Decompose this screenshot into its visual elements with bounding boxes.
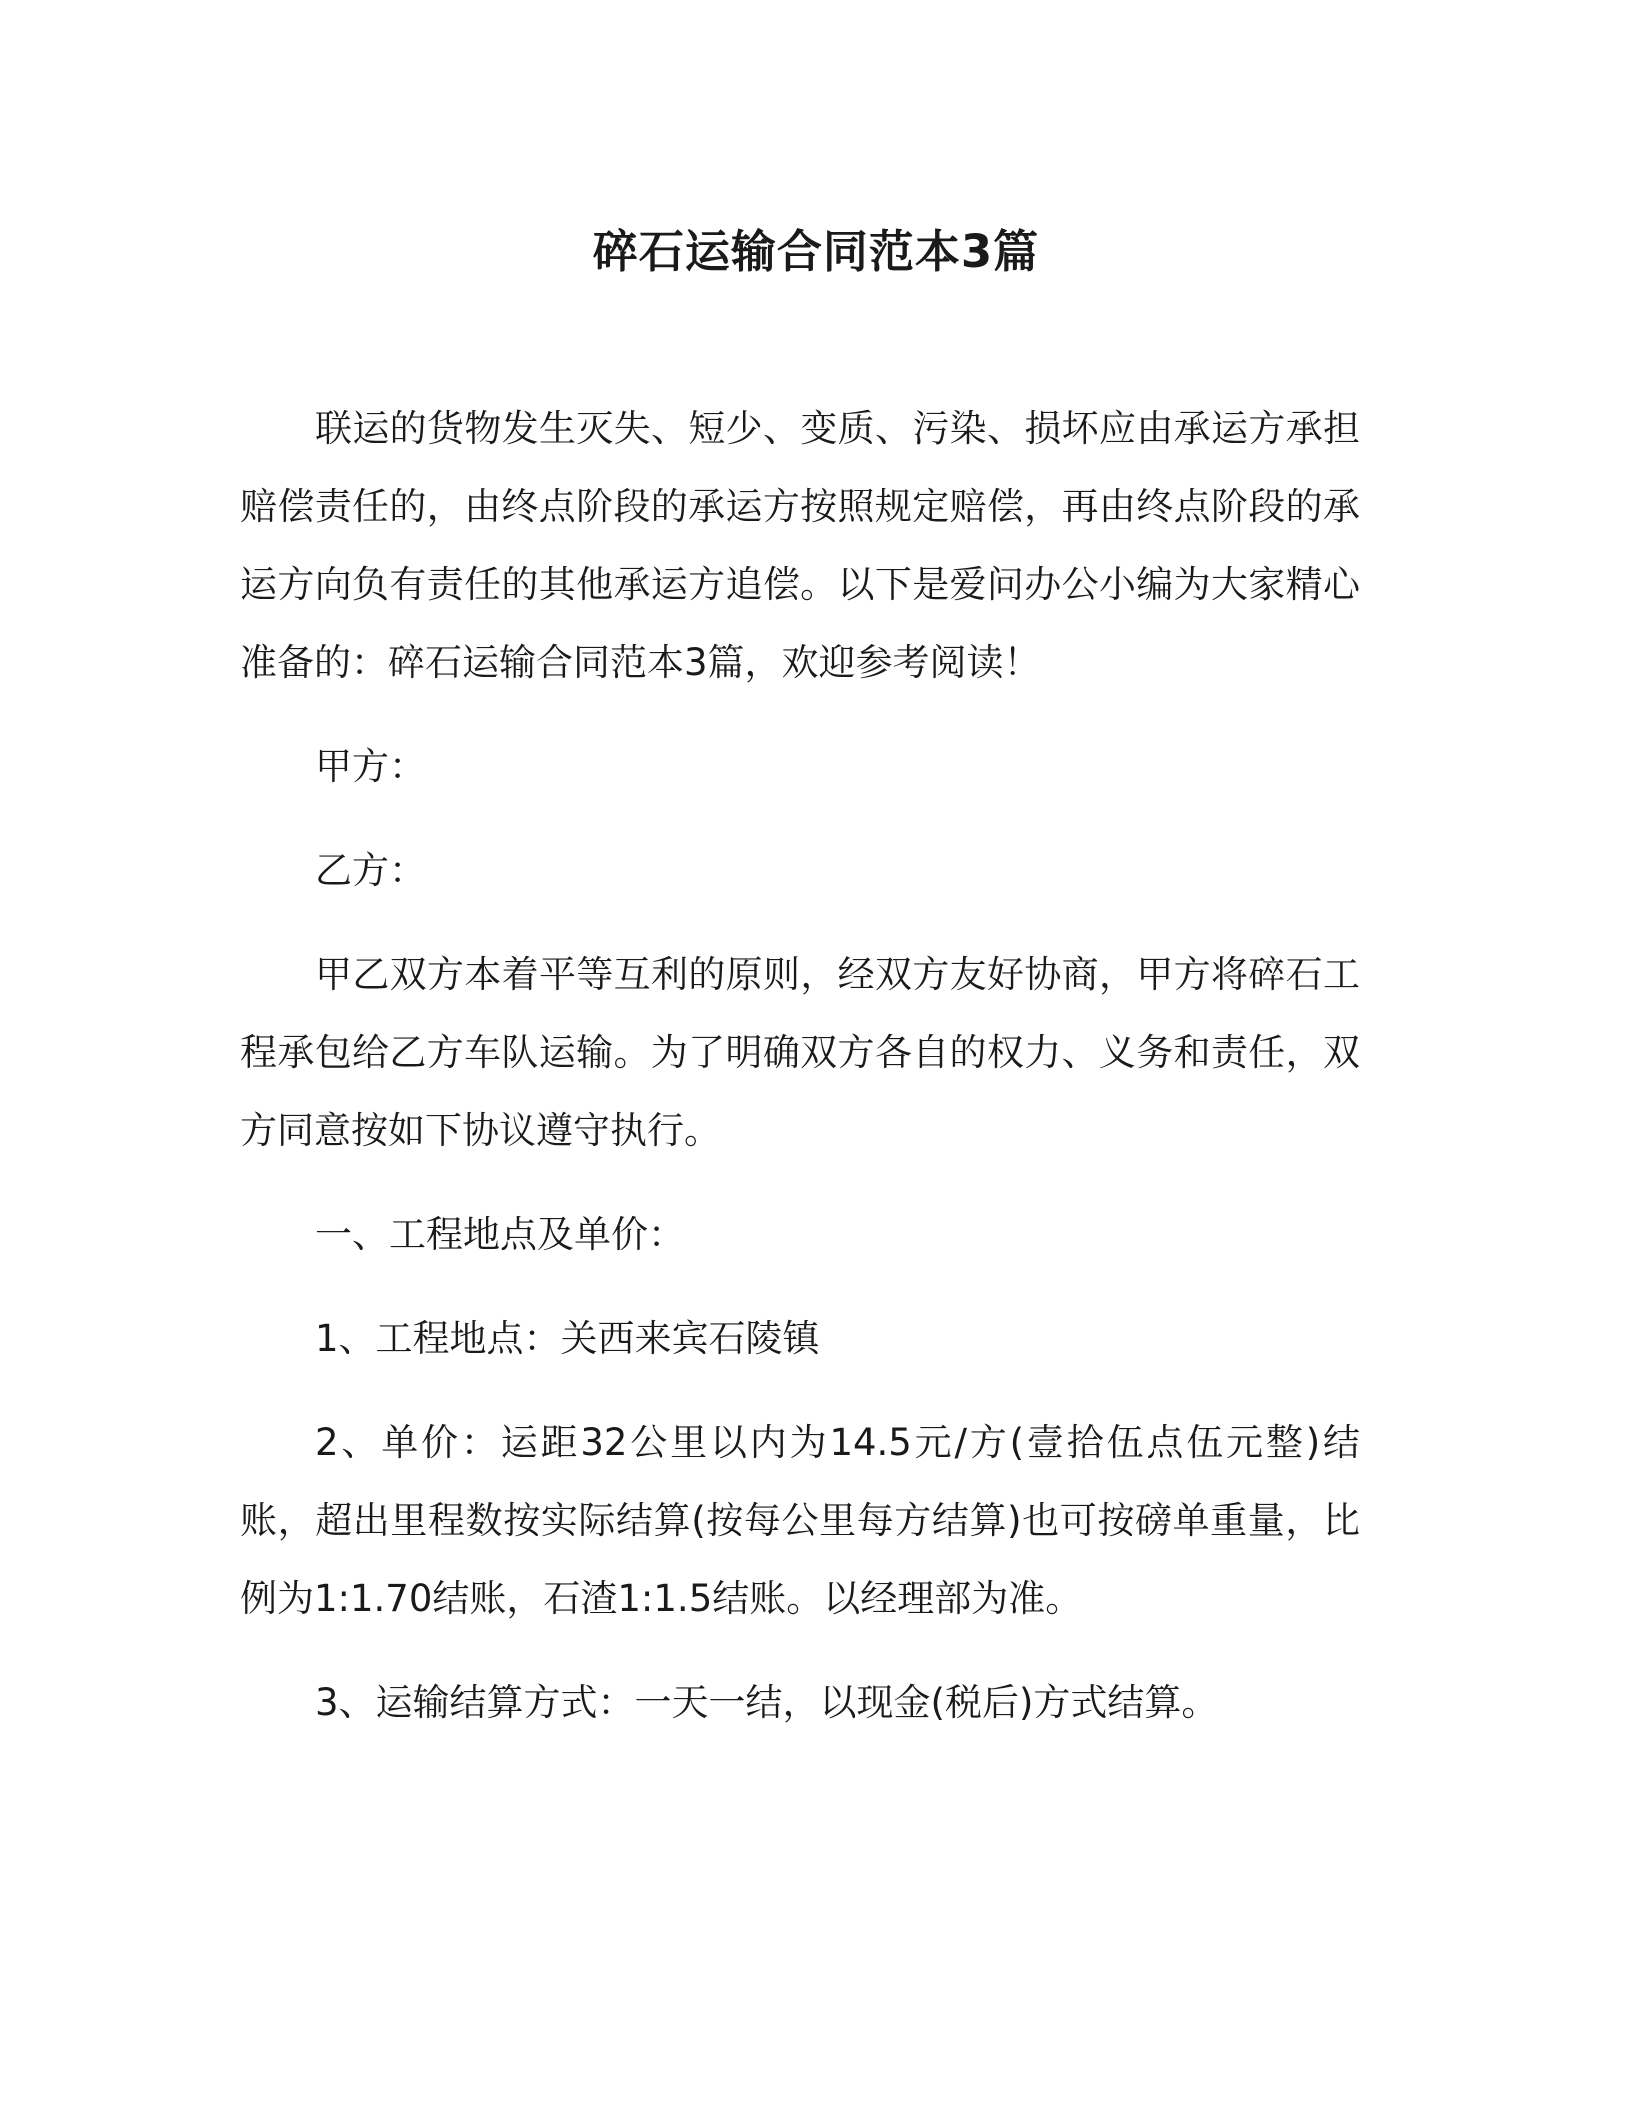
party-b-line: 乙方： [315,849,426,892]
clause-location: 1、工程地点：关西来宾石陵镇 [315,1317,820,1360]
document-title: 碎石运输合同范本3篇 [592,225,1040,278]
clause-unit-price: 2、单价：运距32公里以内为14.5元/方(壹拾伍点伍元整)结账，超出里程数按实际结算(按每公里每方结算)也可按磅单重量，比例为1:1.70结账，石渣1:1.5结账。以经理部为准。 [240,1421,1360,1620]
clause-settlement: 3、运输结算方式：一天一结，以现金(税后)方式结算。 [315,1681,1219,1724]
intro-paragraph: 联运的货物发生灭失、短少、变质、污染、损坏应由承运方承担赔偿责任的，由终点阶段的承运方按照规定赔偿，再由终点阶段的承运方向负有责任的其他承运方追偿。以下是爱问办公小编为大家精心准备的：碎石运输合同范本3篇，欢迎参考阅读！ [240,407,1360,684]
party-a-line: 甲方： [315,745,426,788]
document-body [240,390,1360,1742]
agreement-paragraph: 甲乙双方本着平等互利的原则，经双方友好协商，甲方将碎石工程承包给乙方车队运输。为了明确双方各自的权力、义务和责任，双方同意按如下协议遵守执行。 [240,953,1360,1152]
section-heading-location-price: 一、工程地点及单价： [315,1213,685,1256]
